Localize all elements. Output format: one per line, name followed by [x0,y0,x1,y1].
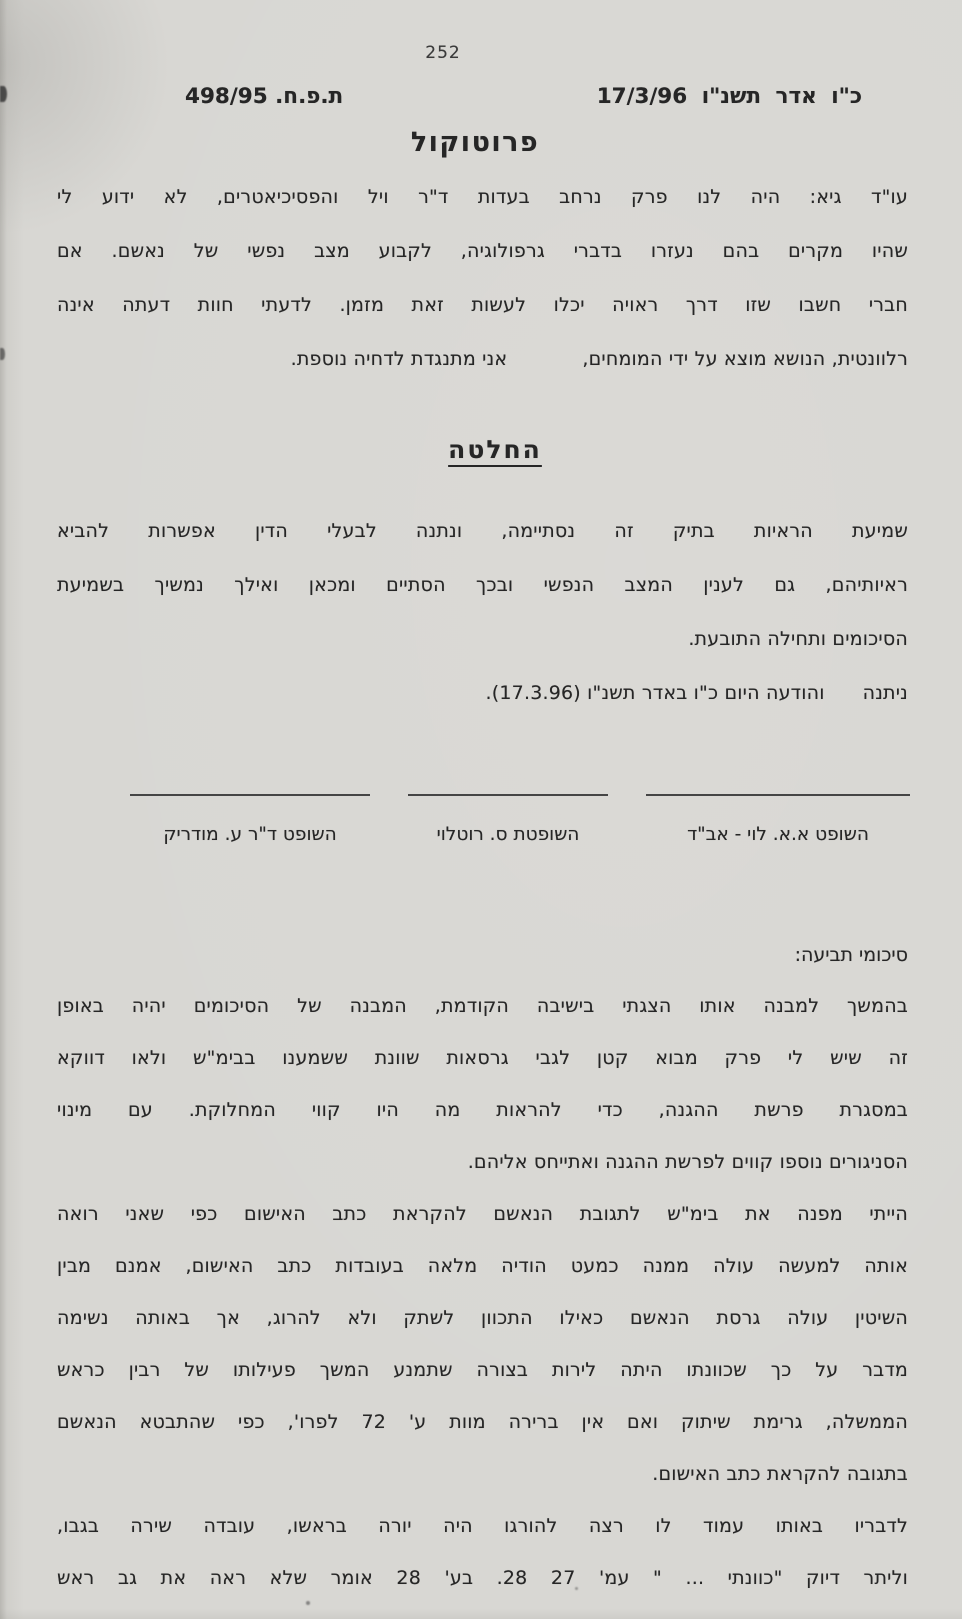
summary-line: הממשלה, גרימת שיתוק ואם אין ברירה מוות ע' 72 לפרו', כפי שהתבטא הנאשם [57,1411,908,1433]
section-heading: סיכומי תביעה: [794,944,908,966]
summary-line: השיטין עולה גרסת הנאשם כאילו התכוון לשתק ולא להרוג, אך באותה נשימה [57,1307,908,1329]
hearing-date: כ"ו אדר תשנ"ו 17/3/96 [596,84,862,109]
summary-line: הסניגורים נוספו קווים לפרשת ההגנה ואתייחס אליהם. [467,1151,908,1173]
scan-smudge [0,348,5,360]
page-number-value: 252 [425,43,461,63]
statement-line: שהיו מקרים בהם נעזרו בדברי גרפולוגיה, לקבוע מצב נפשי של נאשם. אם [57,240,908,262]
summary-line: אותה למעשה עולה ממנה כמעט הודיה מלאה בעובדות כתב האישום, אמנם מבין [57,1255,908,1277]
decision-line: שמיעת הראיות בתיק זה נסתיימה, ונתנה לבעלי הדין אפשרות להביא [57,520,908,542]
issued-word: ניתנה [862,682,908,704]
signature-column [646,794,910,848]
decision-heading-text: החלטה [448,435,542,464]
case-number: ת.פ.ח. 498/95 [185,84,344,109]
judge-name: השופט א.א. לוי - אב"ד [687,824,869,845]
summary-line: מדבר על כך שכוונתו היתה לירות בצורה שתמנע המשך פעילותו של רבין כראש [57,1359,908,1381]
issued-rest: והודעה היום כ"ו באדר תשנ"ו (17.3.96). [485,682,825,704]
page-number [0,0,962,64]
prosecution-summaries [57,980,908,1604]
document-header [0,82,962,111]
statement-fragment-right: רלוונטית, הנושא מוצא על ידי המומחים, [582,348,908,370]
attorney-statement [57,170,908,386]
scan-smudge [0,86,7,102]
decision-heading [0,430,962,470]
decision-issued-line [57,666,908,720]
scan-smudge [306,1601,310,1605]
statement-fragment-left: אני מתנגדת לדחיה נוספת. [290,348,508,370]
judge-name: השופטת ס. רוטלוי [436,824,580,845]
summary-line: בהמשך למבנה אותו הצגתי בישיבה הקודמת, המבנה של הסיכומים יהיה באופן [57,995,908,1017]
document-title-text: פרוטוקול [410,127,540,158]
decision-line: ראיותיהם, גם לענין המצב הנפשי ובכך הסתיים ומכאן ואילך נמשיך בשמיעת [57,574,908,596]
summary-line: הייתי מפנה את בימ"ש לתגובת הנאשם להקראת כתב האישום כפי שאני רואה [57,1203,908,1225]
summary-line: וליתר דיוק "כוונתי ... " עמ' 27 28. בע' 28 אומר שלא ראה את גב ראש [57,1567,908,1589]
summary-line: במסגרת פרשת ההגנה, כדי להראות מה היו קווי המחלוקת. עם מינוי [57,1099,908,1121]
signature-line [646,794,910,796]
summary-line: זה שיש לי פרק מבוא קטן לגבי גרסאות שוונת ששמענו בבימ"ש ולאו דווקא [57,1047,908,1069]
scan-smudge [575,1587,578,1590]
decision-line: הסיכומים ותחילה התובעת. [688,628,908,650]
statement-line: עו"ד גיא: היה לנו פרק נרחב בעדות ד"ר ויל והפסיכיאטרים, לא ידוע לי [57,186,908,208]
statement-line: חברי חשבו שזו דרך ראויה יכלו לעשות זאת מזמן. לדעתי חוות דעתה אינה [57,294,908,316]
signature-column [130,794,370,848]
statement-line [57,332,908,386]
summary-line: לדבריו באותו עמוד לו רצה להורגו היה יורה בראשו, עובדה שירה בגבו, [57,1515,908,1537]
signature-column [408,794,608,848]
decision-paragraph [57,504,908,720]
judge-name: השופט ד"ר ע. מודריק [163,824,337,845]
document-title [0,124,962,162]
signature-line [130,794,370,796]
signature-block [0,794,962,848]
signature-line [408,794,608,796]
summary-line: בתגובה להקראת כתב האישום. [652,1463,908,1485]
